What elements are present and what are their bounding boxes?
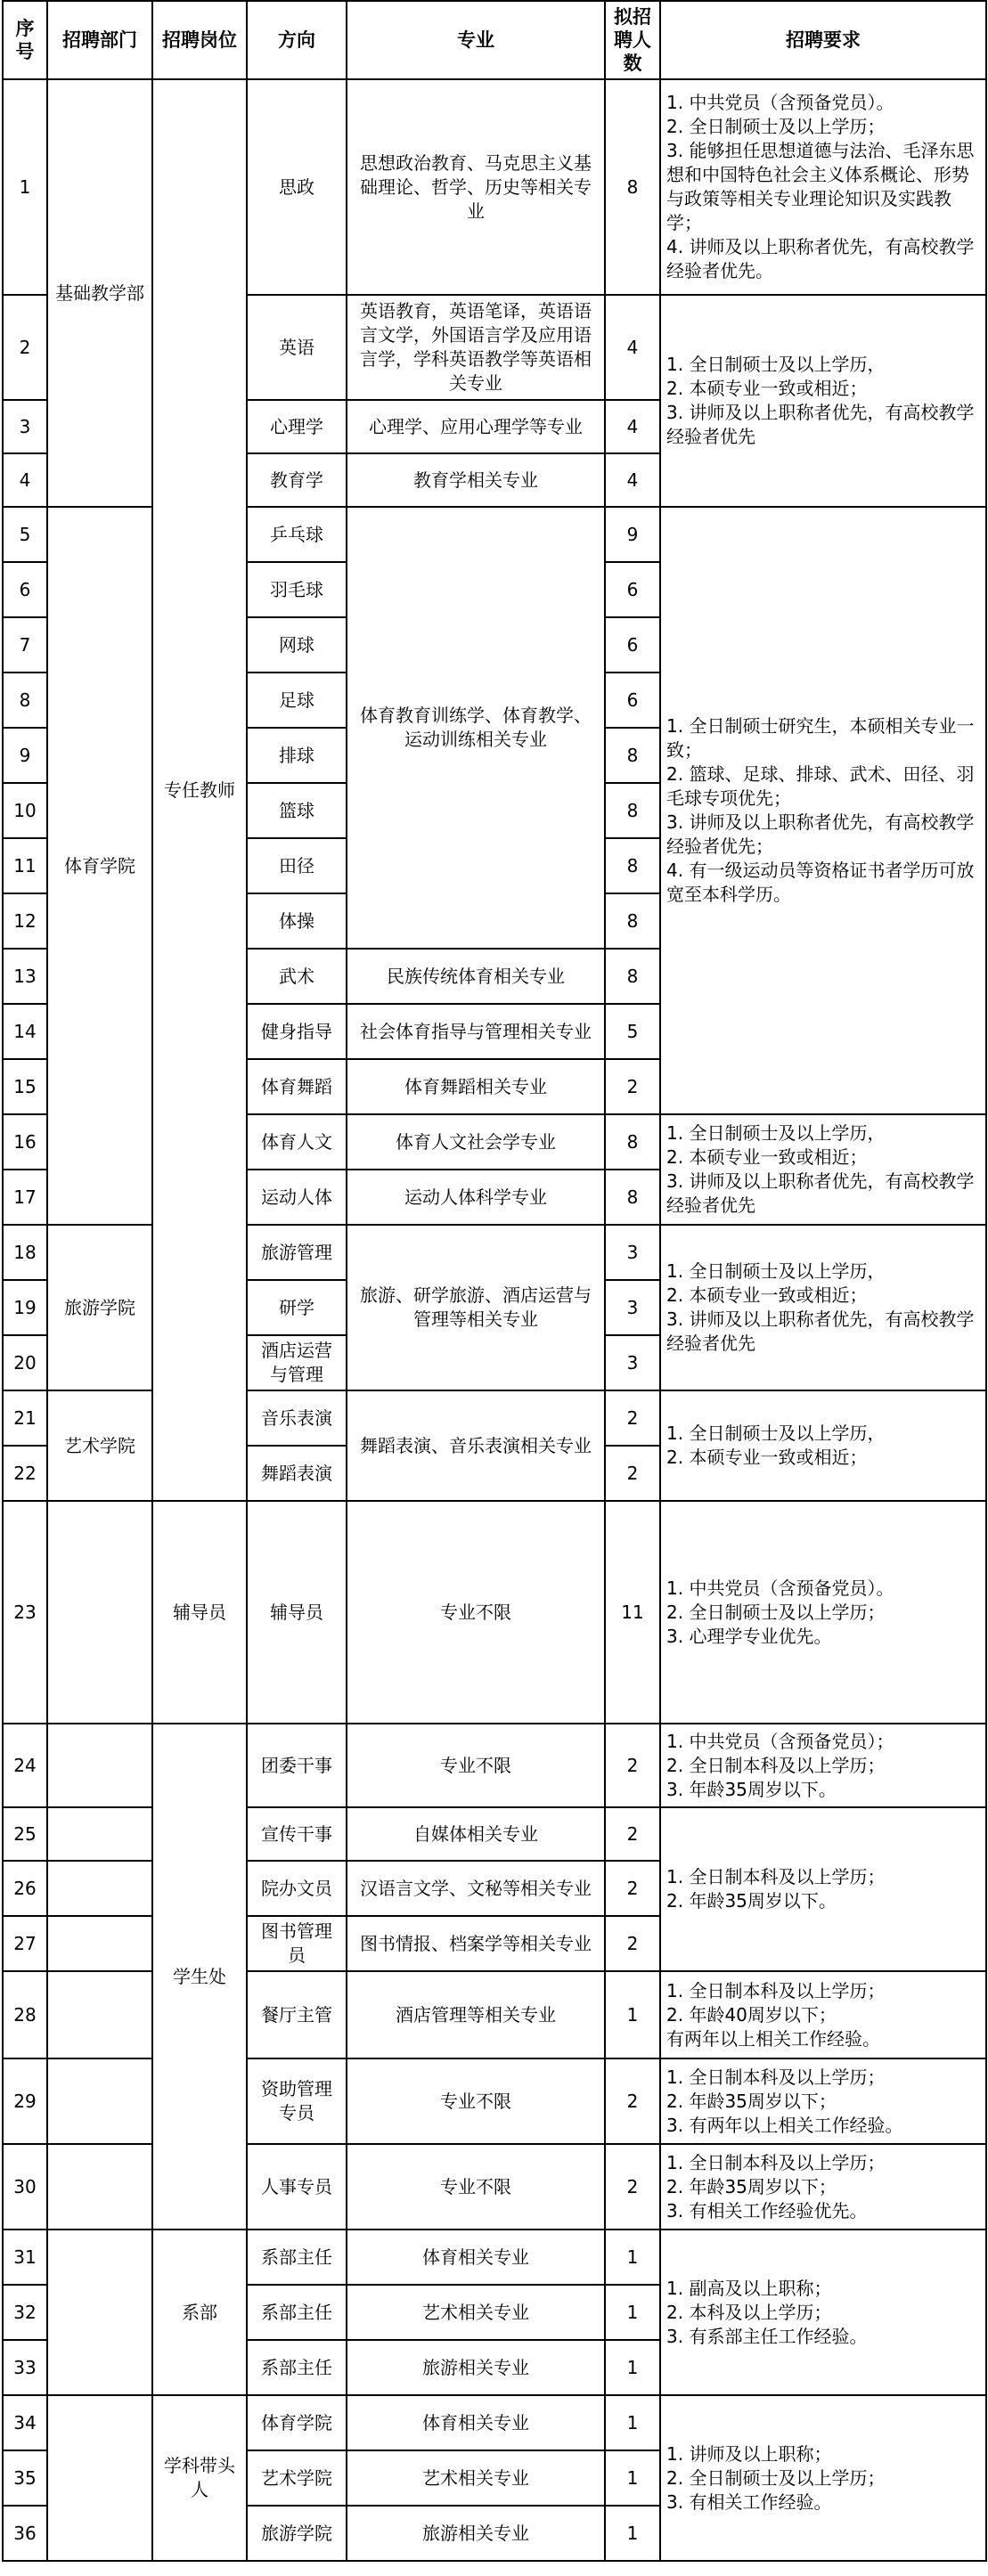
cell-count: 2 (605, 1724, 660, 1807)
cell-count: 8 (605, 728, 660, 783)
table-row (3, 2395, 986, 2450)
cell-direction: 研学 (247, 1280, 347, 1335)
cell-direction: 健身指导 (247, 1004, 347, 1059)
cell-seq: 17 (3, 1170, 47, 1225)
cell-seq: 29 (3, 2058, 47, 2144)
cell-requirements (660, 2395, 986, 2561)
header-dept: 招聘部门 (47, 1, 152, 79)
cell-direction: 体操 (247, 893, 347, 949)
cell-seq: 6 (3, 562, 47, 617)
header-direction: 方向 (247, 1, 347, 79)
table-row (3, 1501, 986, 1724)
cell-seq: 16 (3, 1114, 47, 1170)
cell-direction: 餐厅主管 (247, 1971, 347, 2058)
cell-major: 体育相关专业 (347, 2230, 605, 2285)
requirement-line: 2. 全日制硕士及以上学历； (666, 2466, 886, 2489)
cell-count: 9 (605, 507, 660, 562)
cell-dept: 艺术学院 (47, 1390, 152, 1501)
cell-count: 6 (605, 673, 660, 728)
cell-seq: 26 (3, 1861, 47, 1916)
cell-major: 艺术相关专业 (347, 2450, 605, 2506)
cell-major: 专业不限 (347, 2058, 605, 2144)
cell-count: 8 (605, 783, 660, 838)
cell-dept (47, 1807, 152, 1861)
cell-requirements (660, 507, 986, 1114)
requirement-line: 3. 心理学专业优先。 (666, 1625, 832, 1647)
cell-seq: 10 (3, 783, 47, 838)
requirement-line: 2. 本科及以上学历； (666, 2301, 832, 2323)
requirement-line: 2. 本硕专业一致或相近； (666, 378, 868, 399)
cell-seq: 18 (3, 1225, 47, 1280)
cell-dept: 体育学院 (47, 507, 152, 1225)
cell-seq: 23 (3, 1501, 47, 1724)
cell-count: 2 (605, 2058, 660, 2144)
cell-dept (47, 2230, 152, 2395)
cell-major: 舞蹈表演、音乐表演相关专业 (347, 1390, 605, 1501)
cell-seq: 24 (3, 1724, 47, 1807)
cell-major: 体育舞蹈相关专业 (347, 1059, 605, 1114)
requirement-line: 2. 本硕专业一致或相近； (666, 1146, 868, 1168)
cell-major: 体育教育训练学、体育教学、运动训练相关专业 (347, 507, 605, 949)
cell-direction: 心理学 (247, 400, 347, 453)
cell-dept (47, 1724, 152, 1807)
cell-major: 心理学、应用心理学等专业 (347, 400, 605, 453)
cell-seq: 25 (3, 1807, 47, 1861)
cell-seq: 15 (3, 1059, 47, 1114)
cell-direction: 酒店运营与管理 (247, 1335, 347, 1390)
cell-seq: 14 (3, 1004, 47, 1059)
requirement-line: 3. 有两年以上相关工作经验。 (666, 2114, 903, 2136)
cell-direction: 体育人文 (247, 1114, 347, 1170)
cell-direction: 宣传干事 (247, 1807, 347, 1861)
cell-count: 1 (605, 2506, 660, 2561)
requirement-line: 2. 篮球、足球、排球、武术、田径、羽毛球专项优先； (666, 763, 975, 809)
cell-seq: 2 (3, 295, 47, 400)
cell-major: 旅游相关专业 (347, 2340, 605, 2395)
requirement-line: 有两年以上相关工作经验。 (666, 2027, 880, 2050)
table-row (3, 1971, 986, 2058)
header-row (3, 1, 986, 79)
table-row (3, 79, 986, 295)
cell-seq: 28 (3, 1971, 47, 2058)
cell-count: 3 (605, 1280, 660, 1335)
table-row (3, 1225, 986, 1280)
cell-major: 社会体育指导与管理相关专业 (347, 1004, 605, 1059)
header-count: 拟招聘人数 (605, 1, 660, 79)
cell-count: 8 (605, 1170, 660, 1225)
header-seq: 序号 (3, 1, 47, 79)
cell-direction: 羽毛球 (247, 562, 347, 617)
cell-count: 1 (605, 2285, 660, 2340)
cell-requirements (660, 1225, 986, 1390)
requirement-line: 3. 年龄35周岁以下。 (666, 1778, 837, 1800)
cell-count: 8 (605, 1114, 660, 1170)
cell-direction: 图书管理员 (247, 1916, 347, 1971)
cell-count: 2 (605, 1390, 660, 1446)
requirement-line: 1. 全日制硕士研究生，本硕相关专业一致； (666, 715, 975, 761)
table-row (3, 507, 986, 562)
requirement-line: 2. 全日制本科及以上学历； (666, 1754, 886, 1776)
cell-count: 1 (605, 2340, 660, 2395)
header-major: 专业 (347, 1, 605, 79)
cell-post: 辅导员 (152, 1501, 247, 1724)
cell-seq: 19 (3, 1280, 47, 1335)
cell-seq: 36 (3, 2506, 47, 2561)
cell-seq: 30 (3, 2144, 47, 2230)
cell-direction: 英语 (247, 295, 347, 400)
cell-dept (47, 1501, 152, 1724)
requirement-line: 2. 本硕专业一致或相近； (666, 1447, 868, 1468)
cell-seq: 1 (3, 79, 47, 295)
cell-seq: 7 (3, 617, 47, 673)
recruitment-table (2, 0, 987, 2562)
cell-direction: 体育学院 (247, 2395, 347, 2450)
cell-major: 专业不限 (347, 1501, 605, 1724)
cell-seq: 33 (3, 2340, 47, 2395)
cell-requirements (660, 79, 986, 295)
cell-direction: 人事专员 (247, 2144, 347, 2230)
cell-direction: 网球 (247, 617, 347, 673)
table-row (3, 2058, 986, 2144)
cell-direction: 田径 (247, 838, 347, 893)
table-row (3, 1390, 986, 1446)
requirement-line: 1. 全日制本科及以上学历； (666, 2066, 886, 2088)
cell-dept: 旅游学院 (47, 1225, 152, 1390)
cell-post: 系部 (152, 2230, 247, 2395)
table-row (3, 2230, 986, 2285)
cell-count: 4 (605, 400, 660, 453)
requirement-line: 2. 年龄35周岁以下； (666, 2175, 837, 2197)
cell-direction: 系部主任 (247, 2230, 347, 2285)
requirement-line: 2. 年龄35周岁以下。 (666, 1890, 837, 1912)
cell-requirements (660, 1971, 986, 2058)
cell-count: 2 (605, 1916, 660, 1971)
cell-direction: 武术 (247, 949, 347, 1004)
requirement-line: 3. 有系部主任工作经验。 (666, 2325, 868, 2347)
cell-dept (47, 1971, 152, 2058)
cell-count: 8 (605, 949, 660, 1004)
requirement-line: 1. 全日制硕士及以上学历， (666, 1260, 886, 1282)
cell-count: 2 (605, 1059, 660, 1114)
requirement-line: 3. 讲师及以上职称者优先，有高校教学经验者优先 (666, 1170, 975, 1216)
cell-direction: 团委干事 (247, 1724, 347, 1807)
cell-requirements (660, 1501, 986, 1724)
cell-direction: 辅导员 (247, 1501, 347, 1724)
cell-dept: 基础教学部 (47, 79, 152, 507)
cell-seq: 34 (3, 2395, 47, 2450)
cell-seq: 20 (3, 1335, 47, 1390)
cell-seq: 21 (3, 1390, 47, 1446)
cell-major: 体育相关专业 (347, 2395, 605, 2450)
cell-direction: 体育舞蹈 (247, 1059, 347, 1114)
cell-count: 2 (605, 1446, 660, 1501)
requirement-line: 3. 讲师及以上职称者优先，有高校教学经验者优先； (666, 811, 975, 857)
cell-seq: 13 (3, 949, 47, 1004)
requirement-line: 1. 中共党员（含预备党员）。 (666, 1577, 894, 1599)
requirement-line: 1. 中共党员（含预备党员）。 (666, 92, 894, 113)
cell-seq: 9 (3, 728, 47, 783)
cell-direction: 院办文员 (247, 1861, 347, 1916)
cell-direction: 资助管理专员 (247, 2058, 347, 2144)
cell-major: 专业不限 (347, 2144, 605, 2230)
cell-count: 1 (605, 1971, 660, 2058)
requirement-line: 1. 讲师及以上职称； (666, 2442, 832, 2465)
cell-seq: 31 (3, 2230, 47, 2285)
requirement-line: 2. 全日制硕士及以上学历； (666, 116, 886, 137)
cell-count: 6 (605, 562, 660, 617)
cell-major: 酒店管理等相关专业 (347, 1971, 605, 2058)
cell-seq: 3 (3, 400, 47, 453)
cell-direction: 足球 (247, 673, 347, 728)
cell-requirements (660, 2058, 986, 2144)
table-row (3, 1807, 986, 1861)
cell-direction: 排球 (247, 728, 347, 783)
cell-major: 运动人体科学专业 (347, 1170, 605, 1225)
requirement-line: 2. 年龄40周岁以下； (666, 2003, 837, 2026)
cell-major: 思想政治教育、马克思主义基础理论、哲学、历史等相关专业 (347, 79, 605, 295)
cell-direction: 系部主任 (247, 2340, 347, 2395)
cell-seq: 35 (3, 2450, 47, 2506)
cell-major: 英语教育，英语笔译，英语语言文学，外国语言学及应用语言学，学科英语教学等英语相关专业 (347, 295, 605, 400)
cell-count: 3 (605, 1335, 660, 1390)
requirement-line: 2. 本硕专业一致或相近； (666, 1284, 868, 1306)
cell-direction: 旅游学院 (247, 2506, 347, 2561)
cell-direction: 音乐表演 (247, 1390, 347, 1446)
table-row (3, 1724, 986, 1807)
cell-seq: 8 (3, 673, 47, 728)
cell-major: 专业不限 (347, 1724, 605, 1807)
cell-seq: 22 (3, 1446, 47, 1501)
requirement-line: 1. 中共党员（含预备党员）； (666, 1730, 894, 1752)
cell-major: 旅游相关专业 (347, 2506, 605, 2561)
cell-count: 1 (605, 2230, 660, 2285)
requirement-line: 3. 有相关工作经验优先。 (666, 2199, 868, 2221)
cell-requirements (660, 2144, 986, 2230)
cell-seq: 12 (3, 893, 47, 949)
cell-requirements (660, 295, 986, 507)
cell-direction: 舞蹈表演 (247, 1446, 347, 1501)
recruitment-table-container (2, 0, 987, 2562)
cell-dept (47, 2395, 152, 2561)
requirement-line: 1. 全日制本科及以上学历； (666, 1979, 886, 2001)
cell-post: 专任教师 (152, 79, 247, 1501)
cell-seq: 27 (3, 1916, 47, 1971)
cell-major: 教育学相关专业 (347, 453, 605, 507)
header-requirements: 招聘要求 (660, 1, 986, 79)
requirement-line: 3. 讲师及以上职称者优先，有高校教学经验者优先 (666, 402, 975, 447)
cell-requirements (660, 1114, 986, 1225)
cell-post: 学生处 (152, 1724, 247, 2230)
cell-direction: 系部主任 (247, 2285, 347, 2340)
cell-major: 艺术相关专业 (347, 2285, 605, 2340)
requirement-line: 1. 全日制硕士及以上学历， (666, 1423, 886, 1444)
cell-direction: 乒乓球 (247, 507, 347, 562)
requirement-line: 1. 全日制本科及以上学历； (666, 1866, 886, 1887)
cell-count: 8 (605, 893, 660, 949)
cell-count: 1 (605, 2395, 660, 2450)
cell-dept (47, 1861, 152, 1916)
cell-direction: 思政 (247, 79, 347, 295)
cell-major: 图书情报、档案学等相关专业 (347, 1916, 605, 1971)
cell-dept (47, 2058, 152, 2144)
cell-count: 1 (605, 2450, 660, 2506)
cell-seq: 11 (3, 838, 47, 893)
requirement-line: 1. 全日制硕士及以上学历， (666, 354, 886, 375)
cell-count: 4 (605, 453, 660, 507)
cell-count: 3 (605, 1225, 660, 1280)
requirement-line: 2. 全日制硕士及以上学历； (666, 1601, 886, 1623)
cell-direction: 运动人体 (247, 1170, 347, 1225)
cell-major: 汉语言文学、文秘等相关专业 (347, 1861, 605, 1916)
requirement-line: 3. 有相关工作经验。 (666, 2490, 832, 2513)
cell-requirements (660, 1807, 986, 1971)
requirement-line: 1. 全日制硕士及以上学历， (666, 1122, 886, 1144)
cell-count: 8 (605, 838, 660, 893)
requirement-line: 1. 全日制本科及以上学历； (666, 2151, 886, 2173)
requirement-line: 4. 有一级运动员等资格证书者学历可放宽至本科学历。 (666, 860, 975, 905)
requirement-line: 2. 年龄35周岁以下； (666, 2090, 837, 2112)
cell-count: 5 (605, 1004, 660, 1059)
cell-requirements (660, 1724, 986, 1807)
cell-post: 学科带头人 (152, 2395, 247, 2561)
cell-seq: 5 (3, 507, 47, 562)
requirement-line: 3. 能够担任思想道德与法治、毛泽东思想和中国特色社会主义体系概论、形势与政策等相关专业理论知识及实践教学； (666, 140, 975, 233)
cell-seq: 4 (3, 453, 47, 507)
cell-direction: 教育学 (247, 453, 347, 507)
requirement-line: 4. 讲师及以上职称者优先，有高校教学经验者优先。 (666, 236, 975, 281)
cell-count: 2 (605, 1807, 660, 1861)
cell-seq: 32 (3, 2285, 47, 2340)
cell-count: 6 (605, 617, 660, 673)
cell-dept (47, 1916, 152, 1971)
cell-requirements (660, 1390, 986, 1501)
cell-major: 自媒体相关专业 (347, 1807, 605, 1861)
cell-count: 8 (605, 79, 660, 295)
header-post: 招聘岗位 (152, 1, 247, 79)
table-row (3, 2144, 986, 2230)
cell-count: 2 (605, 1861, 660, 1916)
cell-direction: 艺术学院 (247, 2450, 347, 2506)
cell-requirements (660, 2230, 986, 2395)
cell-major: 旅游、研学旅游、酒店运营与管理等相关专业 (347, 1225, 605, 1390)
cell-count: 2 (605, 2144, 660, 2230)
requirement-line: 3. 讲师及以上职称者优先，有高校教学经验者优先 (666, 1308, 975, 1354)
requirement-line: 1. 副高及以上职称； (666, 2277, 832, 2299)
cell-major: 民族传统体育相关专业 (347, 949, 605, 1004)
cell-direction: 篮球 (247, 783, 347, 838)
cell-count: 11 (605, 1501, 660, 1724)
cell-major: 体育人文社会学专业 (347, 1114, 605, 1170)
cell-count: 4 (605, 295, 660, 400)
cell-direction: 旅游管理 (247, 1225, 347, 1280)
cell-dept (47, 2144, 152, 2230)
